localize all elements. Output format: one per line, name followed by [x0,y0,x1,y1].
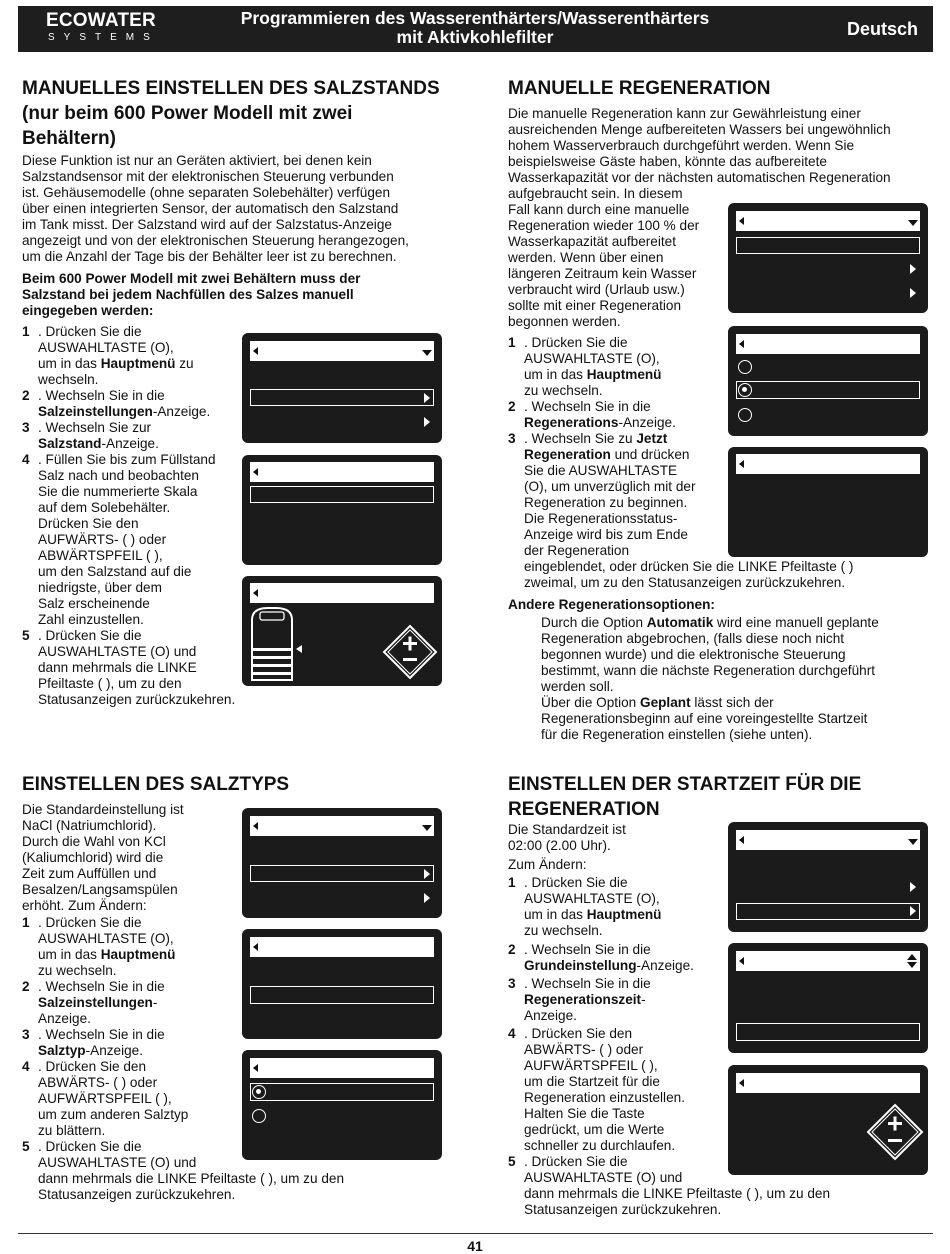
other-options-title: Andere Regenerationsoptionen: [508,597,715,612]
menu-item-selected [250,865,434,882]
chevron-right-icon [910,882,916,892]
chevron-right-icon [910,264,916,274]
brand-subtitle: SYSTEMS [48,32,159,43]
step-5: 5 . Drücken Sie die AUSWAHLTASTE (O) und dann mehrmals die LINKE Pfeiltaste ( ), um zu den Statusanzeigen zurückzukehren. [22,628,236,707]
menu-title-bar [736,1073,920,1093]
radio-icon [738,408,752,422]
step-3: 3 . Wechseln Sie in die Salztyp-Anzeige. [22,1027,165,1058]
section-title: EINSTELLEN DES SALZTYPS [22,774,290,795]
menu-title-bar [736,211,920,231]
step-1: 1 . Drücken Sie die AUSWAHLTASTE (O), um in das Hauptmenü zu wechseln. [22,324,194,387]
menu-title-bar [250,1058,434,1078]
radio-icon [738,360,752,374]
menu-title-bar [250,341,434,361]
menu-title-bar [736,830,920,850]
page-title: Programmieren des Wasserenthärters/Wasserenthärters mit Aktivkohlefilter [240,8,710,47]
display-salt-settings [242,455,442,565]
section-title: EINSTELLEN DER STARTZEIT FÜR DIE REGENERATION [508,774,862,820]
footer-divider [18,1233,933,1234]
chevron-right-icon [910,288,916,298]
menu-item-selected [250,1083,434,1101]
radio-selected-icon [738,383,752,397]
scroll-down-icon [422,825,432,831]
step-3: 3 . Wechseln Sie zur Salzstand-Anzeige. [22,420,159,451]
start-time-intro: Die Standardzeit ist 02:00 (2.00 Uhr). [508,822,626,853]
brine-tank-icon [248,606,438,682]
scroll-down-icon [908,839,918,845]
menu-item-selected [250,389,434,406]
menu-title-bar [250,816,434,836]
menu-title-bar [736,951,920,971]
back-arrow-icon [739,460,744,468]
display-regen-status [728,447,928,557]
back-arrow-icon [739,1079,744,1087]
step-4: 4 . Drücken Sie den ABWÄRTS- ( ) oder AUFWÄRTSPFEIL ( ), um die Startzeit für die Regeneration einzustellen. Halten Sie die Taste gedrückt, um die Werte schneller zu durchlaufen. [508,1026,685,1153]
chevron-right-icon [424,893,430,903]
display-regeneration [728,326,928,436]
salt-level-note: Beim 600 Power Modell mit zwei Behältern muss der Salzstand bei jedem Nachfüllen des Salzes manuell eingegeben werden: [22,271,361,318]
plus-minus-icon [866,1103,924,1169]
change-label: Zum Ändern: [508,857,587,872]
menu-title-bar [736,454,920,474]
back-arrow-icon [253,943,258,951]
page-number: 41 [467,1238,483,1254]
menu-item-selected [736,1023,920,1041]
display-salt-level [242,576,442,686]
menu-item-selected [250,986,434,1004]
step-4: 4 . Füllen Sie bis zum Füllstand Salz nach und beobachten Sie die nummerierte Skala auf dem Solebehälter. Drücken Sie den AUFWÄRTS- ( ) oder ABWÄRTSPFEIL ( ), um den Salzstand auf die niedrigste, über dem Salz erscheinende Zahl einzustellen. [22,452,216,627]
menu-title-bar [250,462,434,482]
display-main-menu [242,808,442,918]
brand-logo: ECOWATER [46,10,156,31]
back-arrow-icon [739,836,744,844]
step-1: 1 . Drücken Sie die AUSWAHLTASTE (O), um in das Hauptmenü zu wechseln. [508,335,662,398]
chevron-right-icon [424,417,430,427]
up-down-icon [906,953,918,969]
back-arrow-icon [739,340,744,348]
salt-type-intro: Die Standardeinstellung ist NaCl (Natriumchlorid). Durch die Wahl von KCl (Kaliumchlorid) wird die Zeit zum Auffüllen und Besalzen/Langsamspülen erhöht. Zum Ändern: [22,802,184,913]
display-salt-settings [242,929,442,1039]
step-4: 4 . Drücken Sie den ABWÄRTS- ( ) oder AUFWÄRTSPFEIL ( ), um zum anderen Salztyp zu blättern. [22,1059,189,1138]
step-1: 1 . Drücken Sie die AUSWAHLTASTE (O), um in das Hauptmenü zu wechseln. [508,875,662,938]
step-5: 5 . Drücken Sie die AUSWAHLTASTE (O) und dann mehrmals die LINKE Pfeiltaste ( ), um zu den Statusanzeigen zurückzukehren. [508,1154,830,1217]
display-main-menu [242,333,442,443]
section-title: MANUELLES EINSTELLEN DES SALZSTANDS (nur beim 600 Power Modell mit zwei Behältern) [22,78,440,149]
section-title: MANUELLE REGENERATION [508,78,771,99]
back-arrow-icon [739,217,744,225]
chevron-right-icon [424,393,430,403]
menu-title-bar [250,583,434,603]
menu-item-selected [736,381,920,399]
step-2: 2 . Wechseln Sie in die Grundeinstellung-Anzeige. [508,942,694,973]
back-arrow-icon [739,957,744,965]
step-2: 2 . Wechseln Sie in die Salzeinstellungen-Anzeige. [22,388,211,419]
back-arrow-icon [253,822,258,830]
back-arrow-icon [253,347,258,355]
page-header [18,6,933,52]
chevron-right-icon [910,906,916,916]
menu-title-bar [736,334,920,354]
back-arrow-icon [253,589,258,597]
radio-icon [252,1109,266,1123]
other-options-text: Durch die Option Automatik wird eine manuell geplante Regeneration abgebrochen, (falls diese noch nicht begonnen wurde) und die elektronische Steuerung bestimmt, wann die nächste Regeneration durchgeführt werden soll. Über die Option Geplant lässt sich der Regenerationsbeginn auf eine voreingestellte Startzeit für die Regeneration einstellen (siehe unten). [541,615,879,742]
scroll-down-icon [908,220,918,226]
display-main-menu [728,203,928,313]
step-5: 5 . Drücken Sie die AUSWAHLTASTE (O) und dann mehrmals die LINKE Pfeiltaste ( ), um zu den Statusanzeigen zurückzukehren. [22,1139,344,1202]
scroll-down-icon [422,350,432,356]
step-1: 1 . Drücken Sie die AUSWAHLTASTE (O), um in das Hauptmenü zu wechseln. [22,915,176,978]
step-2: 2 . Wechseln Sie in die Regenerations-Anzeige. [508,399,676,430]
menu-title-bar [250,937,434,957]
salt-level-intro: Diese Funktion ist nur an Geräten aktiviert, bei denen kein Salzstandsensor mit der elektronischen Steuerung verbunden ist. Gehäusemodelle (ohne separaten Solebehälter) verfügen über einen integrierten Sensor, der automatisch den Salzstand im Tank misst. Der Salzstand wird auf der Salzstatus-Anzeige angezeigt und von der elektronischen Steuerung herangezogen, um die Anzahl der Tage bis der Behälter leer ist zu berechnen. [22,153,409,264]
language-label: Deutsch [846,19,918,39]
display-basic-settings [728,943,928,1053]
display-salt-type [242,1050,442,1160]
menu-item-selected [736,903,920,920]
back-arrow-icon [253,468,258,476]
back-arrow-icon [253,1064,258,1072]
menu-item-selected [736,237,920,254]
display-regen-time [728,1065,928,1175]
salt-level-steps [22,324,262,708]
menu-item-selected [250,486,434,503]
chevron-right-icon [424,869,430,879]
display-main-menu [728,822,928,932]
manual-regen-intro: Die manuelle Regeneration kann zur Gewährleistung einer ausreichenden Menge aufbereiteten Wassers bei ungewöhnlich hohem Wasserverbrauch durchgeführt werden. Wenn Sie beispielsweise Gäste haben, könnte das aufbereitete Wasserkapazität vor der nächsten automatischen Regeneration aufgebraucht sein. In diesem Fall kann durch eine manuelle Regeneration wieder 100 % der Wasserkapazität aufbereitet werden. Wenn über einen längeren Zeitraum kein Wasser verbraucht wird (Urlaub usw.) sollte mit einer Regeneration begonnen werden. [508,106,891,329]
step-2: 2 . Wechseln Sie in die Salzeinstellungen- Anzeige. [22,979,165,1026]
step-3: 3 . Wechseln Sie zu Jetzt Regeneration und drücken Sie die AUSWAHLTASTE (O), um unverzüglich mit der Regeneration zu beginnen. Die Regenerationsstatus- Anzeige wird bis zum Ende der Regeneration eingeblendet, oder drücken Sie die LINKE Pfeiltaste ( ) zweimal, um zu den Statusanzeigen zurückzukehren. [508,431,854,590]
radio-selected-icon [252,1085,266,1099]
step-3: 3 . Wechseln Sie in die Regenerationszeit- Anzeige. [508,976,651,1023]
